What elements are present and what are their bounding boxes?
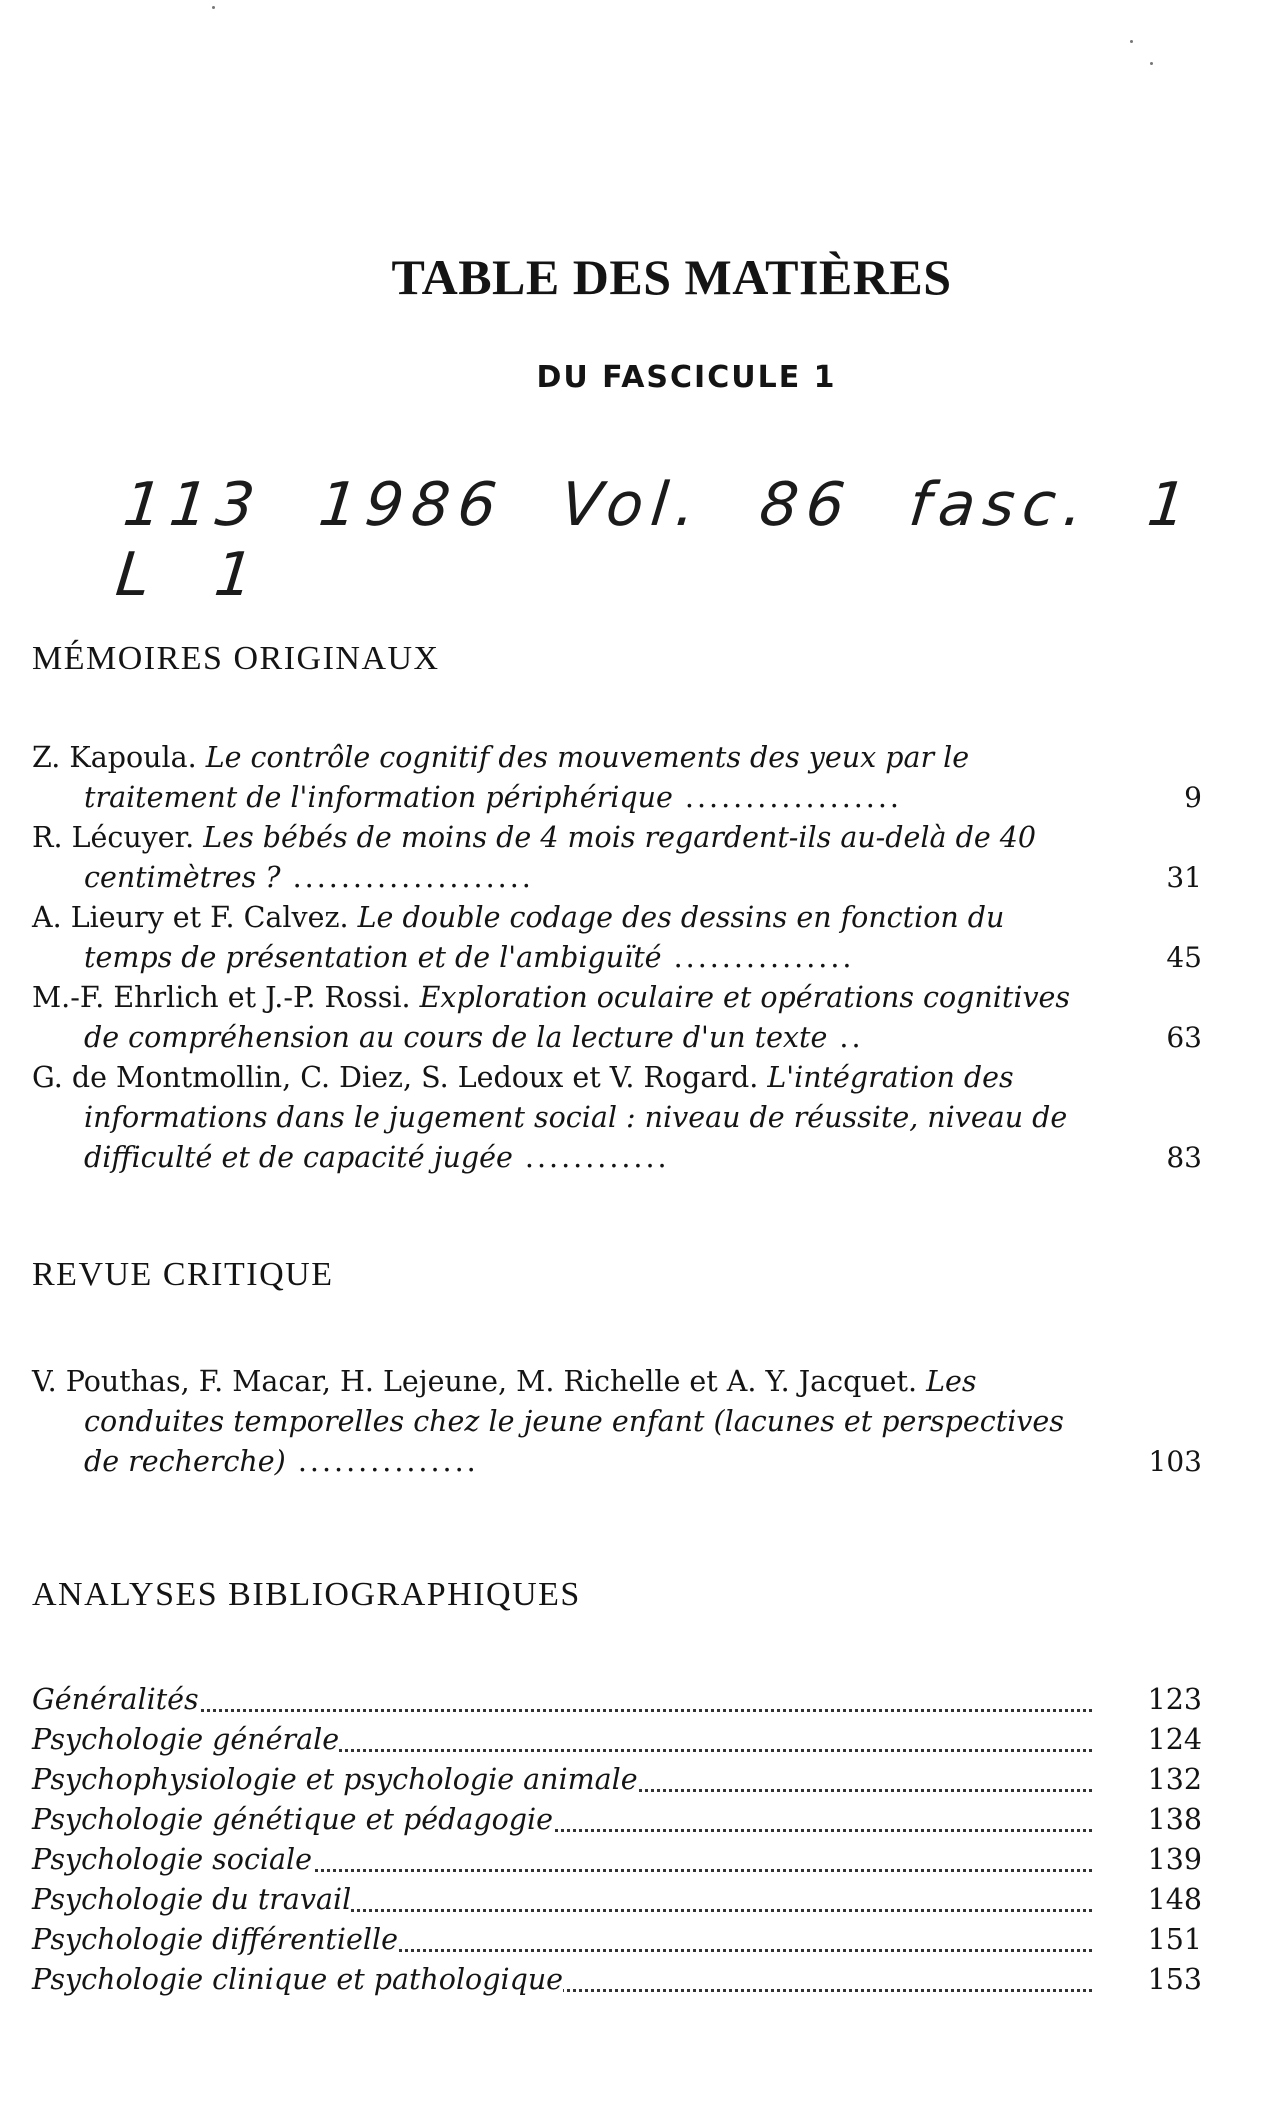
- entry-page-number: 63: [1166, 1021, 1202, 1054]
- entry-page-number: 83: [1166, 1141, 1202, 1174]
- toc-entry: [32, 1800, 1202, 1840]
- toc-entry: [32, 1880, 1202, 1920]
- entry-title: Psychologie clinique et pathologique: [32, 1963, 564, 1996]
- page-subtitle: DU FASCICULE 1: [536, 360, 837, 395]
- toc-entry: [32, 1720, 1202, 1760]
- entry-title: Psychologie différentielle: [32, 1923, 398, 1956]
- toc-entry: [32, 738, 1202, 818]
- dot-leader: ...............: [661, 941, 855, 974]
- toc-entry: [32, 818, 1202, 898]
- entry-title: Les conduites temporelles chez le jeune enfant (lacunes et perspectives de recherche): [84, 1365, 1064, 1478]
- entry-title: Exploration oculaire et opérations cognitives de compréhension au cours de la lecture d'un texte: [84, 981, 1071, 1054]
- entry-title: Psychologie génétique et pédagogie: [32, 1803, 553, 1836]
- toc-entry: [32, 898, 1202, 978]
- section-heading-revue: REVUE CRITIQUE: [32, 1256, 334, 1293]
- toc-entry: [32, 1840, 1202, 1880]
- revue-entry-list: [32, 1362, 1202, 1482]
- dot-leader: ...............: [285, 1445, 479, 1478]
- dot-leader: ............: [512, 1141, 670, 1174]
- section-heading-memoires: MÉMOIRES ORIGINAUX: [32, 640, 440, 677]
- page-title: TABLE DES MATIÈRES: [391, 249, 952, 305]
- toc-entry: [32, 1960, 1202, 2000]
- entry-authors: Z. Kapoula.: [32, 741, 197, 774]
- entry-title: Psychophysiologie et psychologie animale: [32, 1763, 638, 1796]
- entry-authors: R. Lécuyer.: [32, 821, 195, 854]
- toc-entry: [32, 1760, 1202, 1800]
- entry-authors: V. Pouthas, F. Macar, H. Lejeune, M. Richelle et A. Y. Jacquet.: [32, 1365, 918, 1398]
- entry-title: Psychologie du travail: [32, 1883, 352, 1916]
- dot-leader: ..: [827, 1021, 864, 1054]
- entry-page-number: 9: [1184, 781, 1202, 814]
- analyses-entry-list: [32, 1680, 1202, 2000]
- entry-title: L'intégration des informations dans le jugement social : niveau de réussite, niveau de difficulté et de capacité jugée: [84, 1061, 1068, 1174]
- entry-title: Le double codage des dessins en fonction du temps de présentation et de l'ambiguïté: [84, 901, 1005, 974]
- entry-title: Généralités: [32, 1683, 199, 1716]
- paper-speck: [212, 6, 215, 9]
- handwritten-annotation: 113 1986 Vol. 86 fasc. 1 L 1: [112, 470, 1198, 610]
- entry-title: Le contrôle cognitif des mouvements des yeux par le traitement de l'information périphérique: [84, 741, 970, 814]
- toc-entry: [32, 1362, 1202, 1482]
- entry-page-number: 124: [1147, 1723, 1202, 1756]
- entry-page-number: 103: [1148, 1445, 1202, 1478]
- entry-page-number: 132: [1147, 1763, 1202, 1796]
- entry-authors: M.-F. Ehrlich et J.-P. Rossi.: [32, 981, 411, 1014]
- entry-page-number: 139: [1147, 1843, 1202, 1876]
- entry-page-number: 148: [1147, 1883, 1202, 1916]
- toc-entry: [32, 978, 1202, 1058]
- paper-speck: [1130, 40, 1133, 43]
- dot-leader: ....................: [280, 861, 534, 894]
- entry-title: Psychologie générale: [32, 1723, 340, 1756]
- entry-authors: G. de Montmollin, C. Diez, S. Ledoux et V. Rogard.: [32, 1061, 759, 1094]
- entry-title: Psychologie sociale: [32, 1843, 313, 1876]
- entry-page-number: 31: [1166, 861, 1202, 894]
- entry-page-number: 123: [1147, 1683, 1202, 1716]
- paper-speck: [1150, 62, 1153, 65]
- toc-entry: [32, 1680, 1202, 1720]
- entry-title: Les bébés de moins de 4 mois regardent-ils au-delà de 40 centimètres ?: [84, 821, 1037, 894]
- section-heading-analyses: ANALYSES BIBLIOGRAPHIQUES: [32, 1576, 581, 1613]
- memoires-entry-list: [32, 738, 1202, 1178]
- toc-entry: [32, 1058, 1202, 1178]
- entry-page-number: 153: [1147, 1963, 1202, 1996]
- entry-page-number: 45: [1166, 941, 1202, 974]
- toc-entry: [32, 1920, 1202, 1960]
- entry-authors: A. Lieury et F. Calvez.: [32, 901, 349, 934]
- dot-leader: ..................: [672, 781, 902, 814]
- entry-page-number: 151: [1147, 1923, 1202, 1956]
- entry-page-number: 138: [1147, 1803, 1202, 1836]
